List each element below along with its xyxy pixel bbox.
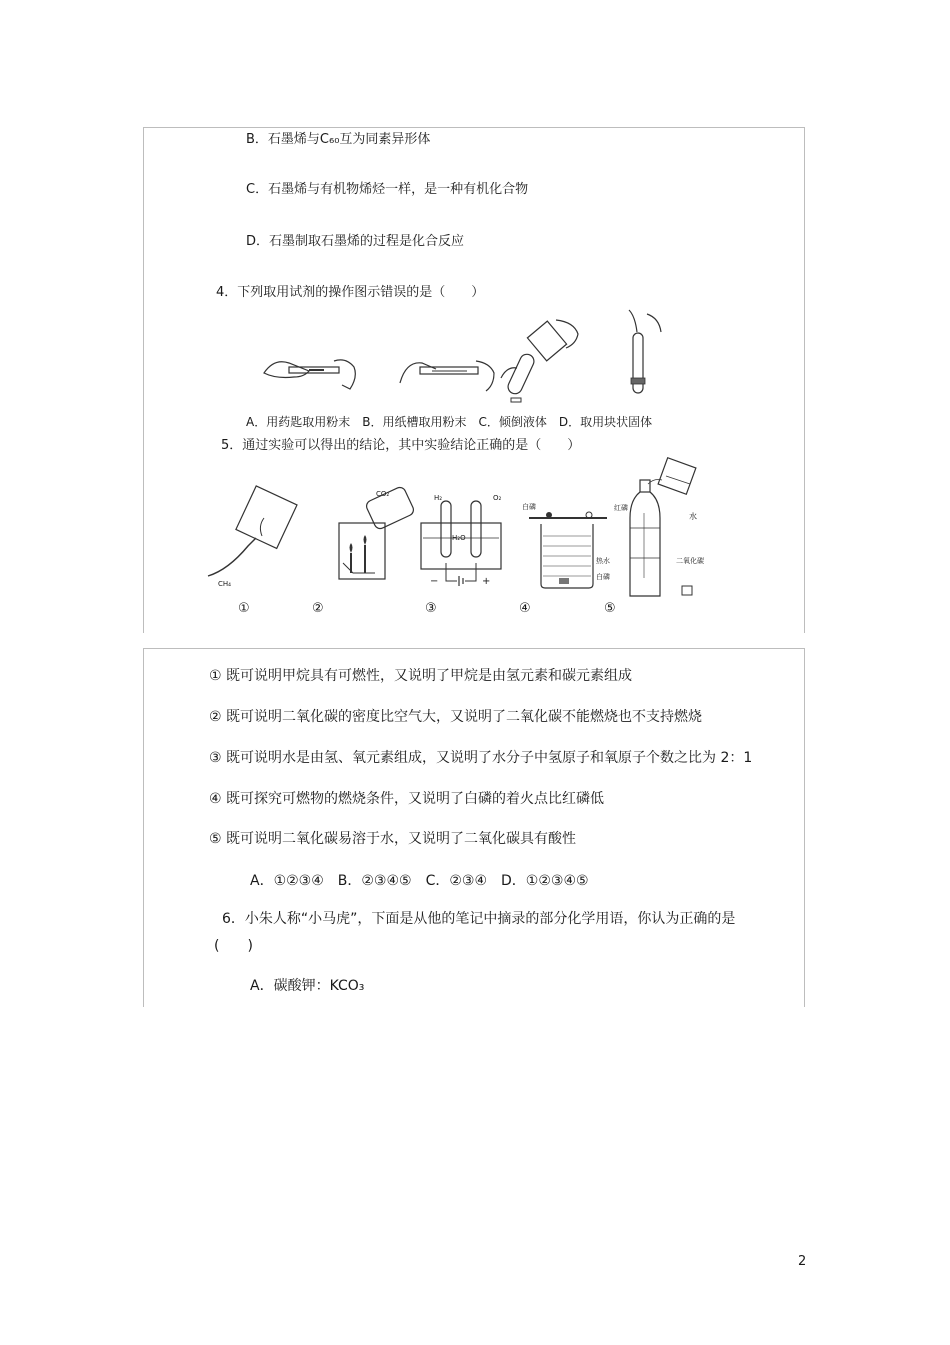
figure-co2-candles bbox=[329, 483, 424, 583]
label-h2o: H₂O bbox=[452, 534, 466, 542]
figure-paper-trough bbox=[392, 343, 502, 403]
figure-number-5: ⑤ bbox=[604, 601, 616, 616]
question-4: 4．下列取用试剂的操作图示错误的是（ ） bbox=[216, 285, 485, 300]
figure-pour-liquid bbox=[496, 318, 591, 403]
option-b: B．石墨烯与C₆₀互为同素异形体 bbox=[246, 132, 431, 147]
figure-number-1: ① bbox=[238, 601, 250, 616]
figure-co2-bottle bbox=[624, 458, 734, 603]
question-panel-top bbox=[143, 127, 805, 633]
option-c: C．石墨烯与有机物烯烃一样，是一种有机化合物 bbox=[246, 182, 529, 197]
label-hot-water: 热水 bbox=[596, 557, 610, 565]
label-co2: CO₂ bbox=[376, 490, 390, 498]
label-o2: O₂ bbox=[493, 494, 502, 502]
label-white-phosphorus: 白磷 bbox=[522, 503, 536, 511]
label-white-phosphorus-2: 白磷 bbox=[596, 573, 610, 581]
statement-4: ④ 既可探究可燃物的燃烧条件，又说明了白磷的着火点比红磷低 bbox=[209, 791, 604, 807]
answer-choices: A．①②③④ B．②③④⑤ C．②③④ D．①②③④⑤ bbox=[250, 873, 589, 889]
figure-ch4-burning bbox=[204, 488, 304, 583]
question-panel-bottom bbox=[143, 648, 805, 1007]
figure-number-2: ② bbox=[312, 601, 324, 616]
label-h2: H₂ bbox=[434, 494, 443, 502]
figure-number-3: ③ bbox=[425, 601, 437, 616]
page-number: 2 bbox=[798, 1254, 807, 1269]
label-co2-bottle: 二氧化碳 bbox=[676, 557, 704, 565]
label-ch4: CH₄ bbox=[218, 580, 231, 588]
option-d: D．石墨制取石墨烯的过程是化合反应 bbox=[246, 234, 465, 249]
figure-solid-block bbox=[619, 308, 669, 403]
label-plus: + bbox=[482, 576, 491, 587]
figure-number-4: ④ bbox=[519, 601, 531, 616]
statement-3: ③ 既可说明水是由氢、氧元素组成，又说明了水分子中氢原子和氧原子个数之比为 2：1 bbox=[209, 750, 753, 766]
question-4-options: A．用药匙取用粉末 B．用纸槽取用粉末 C．倾倒液体 D．取用块状固体 bbox=[246, 415, 653, 429]
label-water: 水 bbox=[689, 512, 697, 521]
figure-spoon-powder bbox=[254, 343, 364, 403]
statement-1: ① 既可说明甲烷具有可燃性，又说明了甲烷是由氢元素和碳元素组成 bbox=[209, 668, 632, 684]
question-6: 6．小朱人称“小马虎”，下面是从他的笔记中摘录的部分化学用语，你认为正确的是 bbox=[222, 911, 736, 927]
statement-5: ⑤ 既可说明二氧化碳易溶于水，又说明了二氧化碳具有酸性 bbox=[209, 831, 576, 847]
statement-2: ② 既可说明二氧化碳的密度比空气大，又说明了二氧化碳不能燃烧也不支持燃烧 bbox=[209, 709, 702, 725]
label-minus: − bbox=[430, 576, 439, 587]
label-red-phosphorus: 红磷 bbox=[614, 504, 628, 512]
question-5: 5．通过实验可以得出的结论，其中实验结论正确的是（ ） bbox=[221, 438, 581, 453]
question-6-option-a: A．碳酸钾：KCO₃ bbox=[250, 978, 365, 994]
question-6-bracket: ( ) bbox=[214, 938, 253, 954]
